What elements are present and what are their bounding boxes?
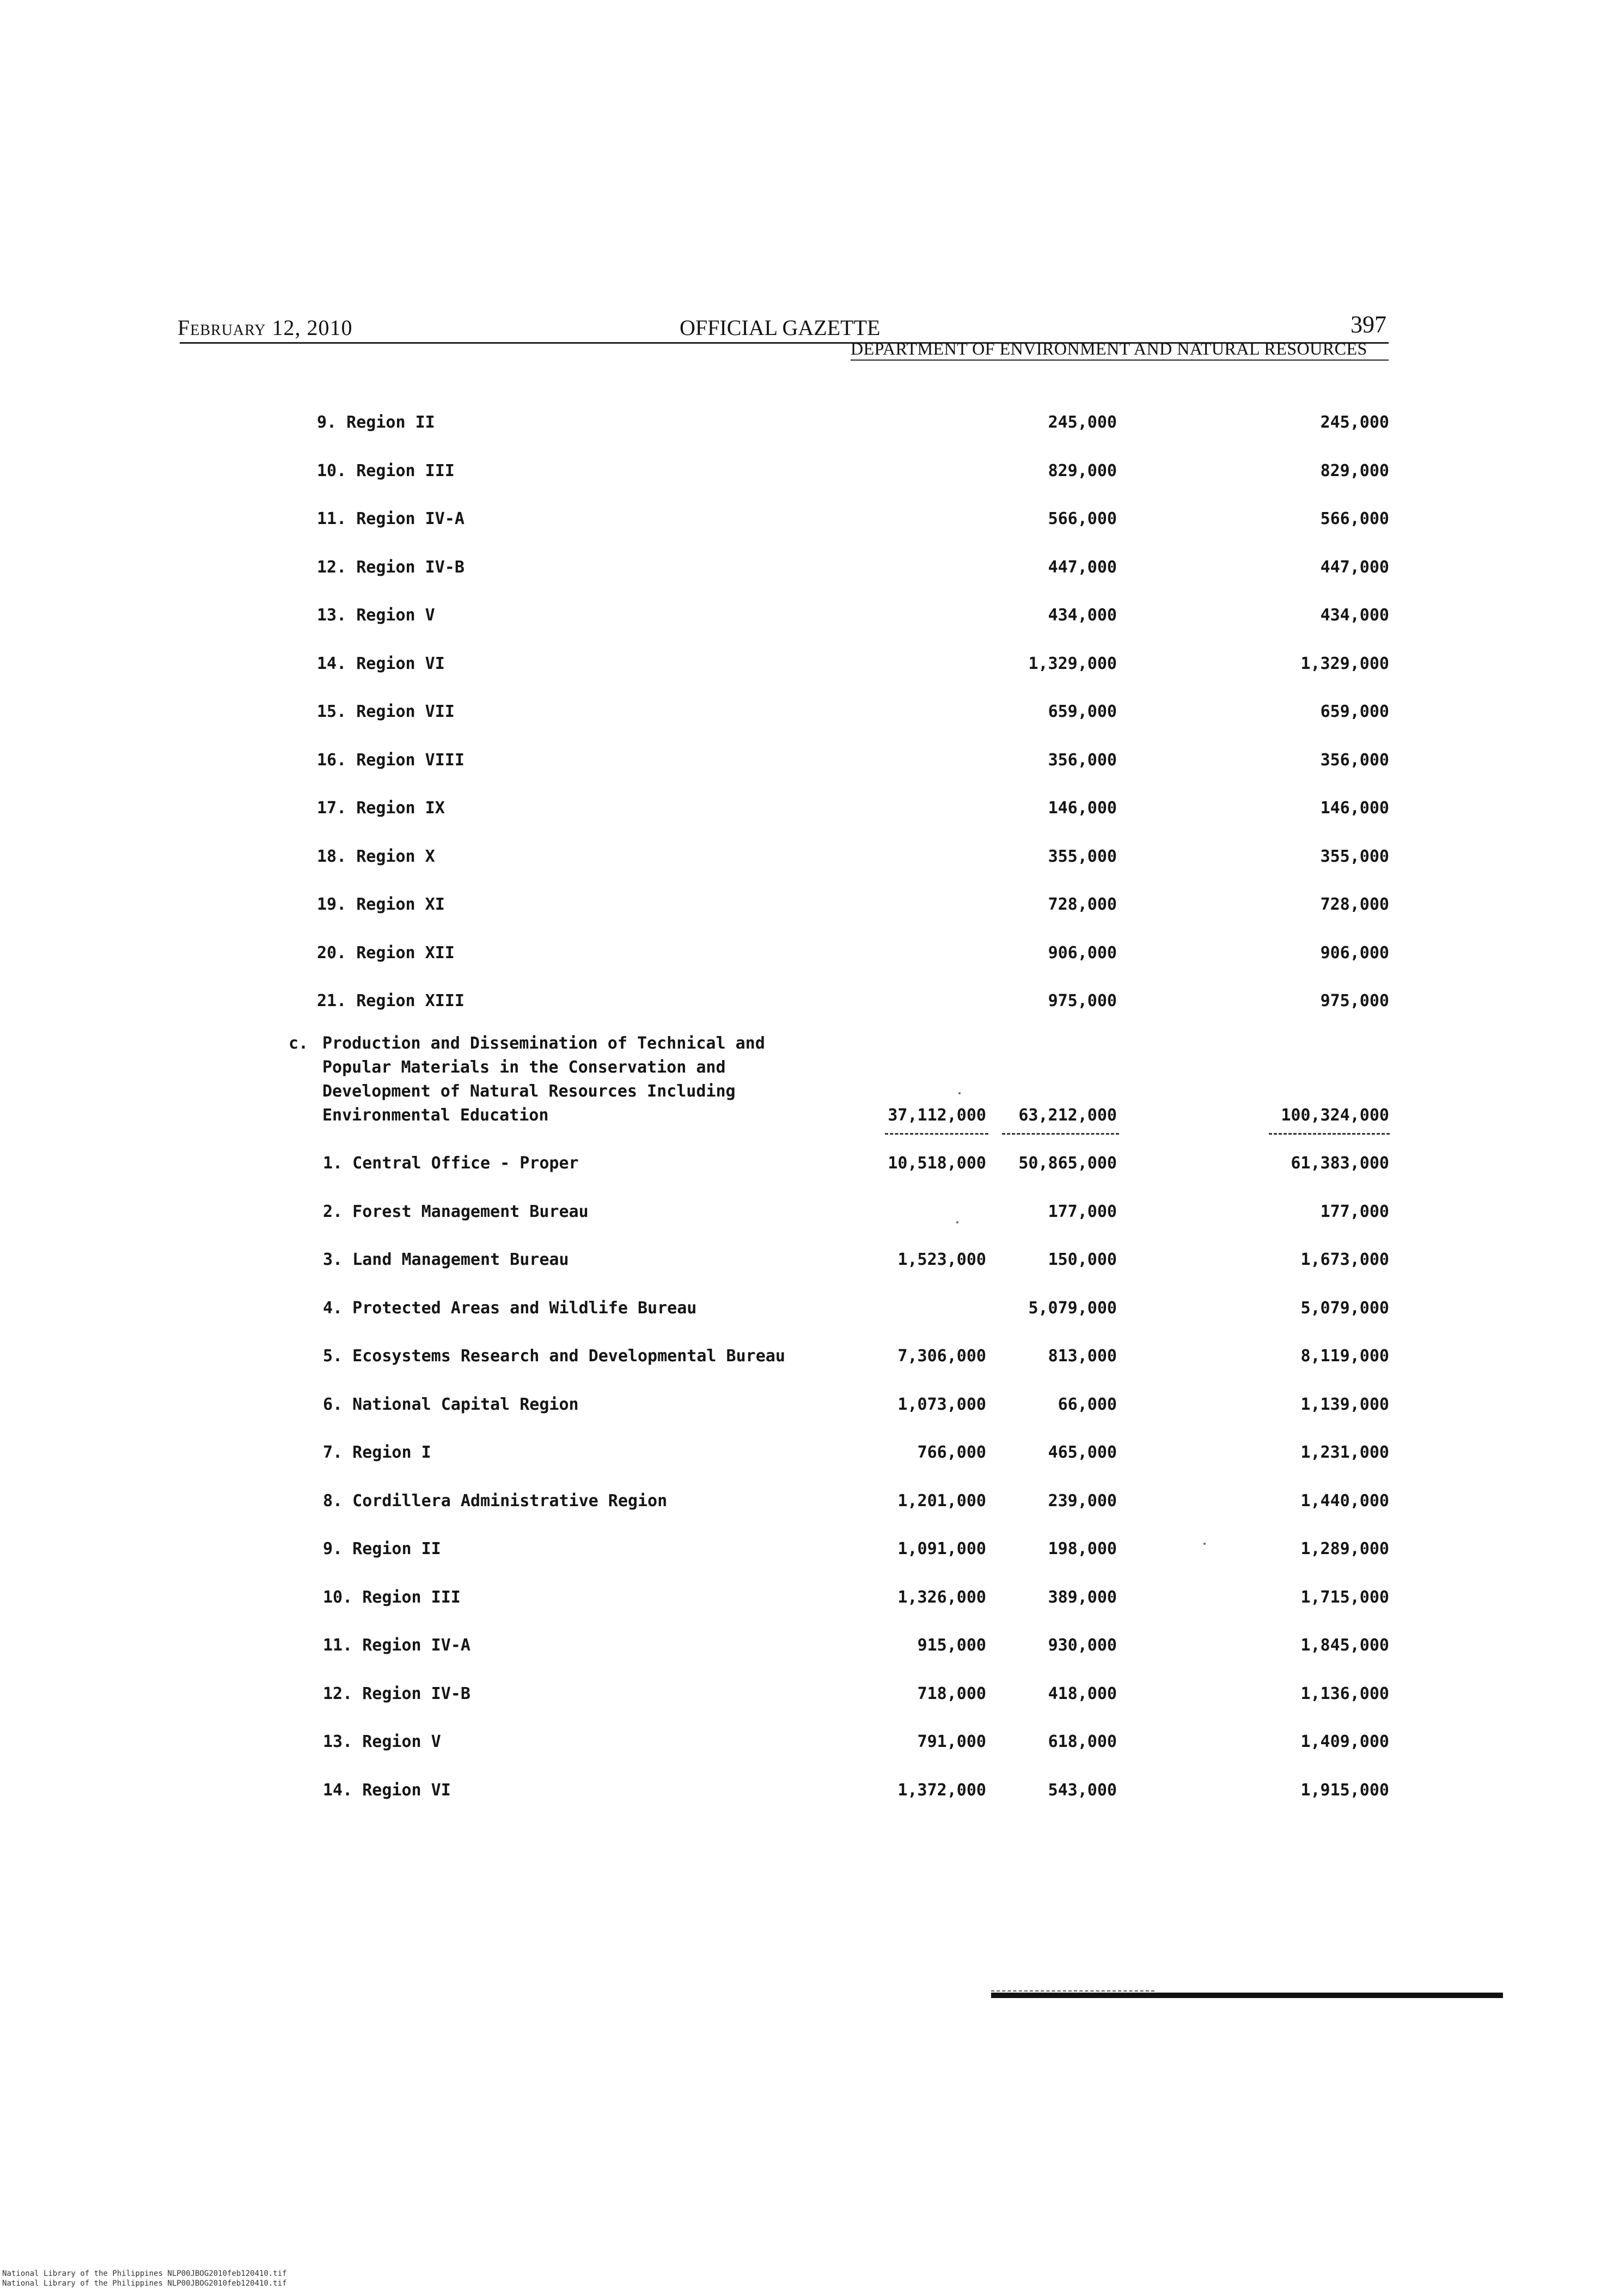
row-total: 1,329,000: [1300, 654, 1389, 673]
row-total: 1,289,000: [1300, 1539, 1389, 1558]
row-label: 12. Region IV-B: [317, 557, 465, 577]
row-col2: 198,000: [1048, 1539, 1117, 1558]
section-title-line: Development of Natural Resources Including: [322, 1082, 736, 1101]
row-col2: 906,000: [1048, 943, 1117, 963]
scan-edge-bar: [991, 1993, 1503, 1998]
row-col2: 245,000: [1048, 413, 1117, 432]
row-label: 11. Region IV-A: [317, 509, 465, 528]
row-label: 2. Forest Management Bureau: [323, 1202, 589, 1221]
row-col2: 177,000: [1048, 1202, 1117, 1221]
row-label: 14. Region VI: [323, 1780, 451, 1800]
row-total: 1,715,000: [1300, 1587, 1389, 1607]
row-total: 447,000: [1320, 557, 1389, 577]
row-col2: 447,000: [1048, 557, 1117, 577]
section-title-line: Environmental Education: [322, 1106, 549, 1125]
row-label: 16. Region VIII: [317, 750, 465, 770]
table-row: [0, 1250, 1607, 1283]
table-row: [0, 751, 1607, 783]
row-label: 9. Region II: [317, 413, 435, 432]
table-row: [0, 991, 1607, 1024]
row-col2: 930,000: [1048, 1636, 1117, 1655]
row-total: 829,000: [1320, 461, 1389, 480]
row-label: 14. Region VI: [317, 654, 445, 673]
table-row: [0, 1491, 1607, 1524]
publication-title: OFFICIAL GAZETTE: [680, 315, 881, 340]
department-rule: [851, 360, 1389, 361]
row-label: 21. Region XIII: [317, 991, 465, 1010]
row-col2: 418,000: [1048, 1684, 1117, 1703]
row-col2: 389,000: [1048, 1587, 1117, 1607]
row-total: 1,139,000: [1300, 1394, 1389, 1414]
row-total: 434,000: [1320, 606, 1389, 625]
row-col2: 829,000: [1048, 461, 1117, 480]
section-c-col2: 63,212,000: [1018, 1106, 1117, 1125]
row-total: 177,000: [1320, 1202, 1389, 1221]
table-row: [0, 847, 1607, 880]
row-label: 4. Protected Areas and Wildlife Bureau: [323, 1298, 697, 1318]
table-row: [0, 702, 1607, 735]
section-title-line: Production and Dissemination of Technical and: [322, 1034, 765, 1053]
table-row: [0, 1347, 1607, 1379]
scan-footer-line: National Library of the Philippines NLP00JBOG2010feb120410.tif: [2, 2269, 287, 2278]
row-total: 566,000: [1320, 509, 1389, 528]
table-row: [0, 1781, 1607, 1813]
row-total: 1,136,000: [1300, 1684, 1389, 1703]
row-total: 1,231,000: [1300, 1443, 1389, 1462]
row-col2: 813,000: [1048, 1347, 1117, 1366]
row-label: 6. National Capital Region: [323, 1394, 579, 1414]
row-total: 728,000: [1320, 895, 1389, 914]
row-col2: 618,000: [1048, 1732, 1117, 1751]
table-row: [0, 1588, 1607, 1621]
row-label: 13. Region V: [323, 1732, 441, 1751]
table-row: [0, 1202, 1607, 1235]
subtotal-dashes: [1002, 1133, 1119, 1135]
subtotal-dashes: [1269, 1133, 1390, 1135]
row-label: 19. Region XI: [317, 895, 445, 914]
row-total: 975,000: [1320, 991, 1389, 1010]
row-col2: 543,000: [1048, 1780, 1117, 1800]
row-label: 18. Region X: [317, 846, 435, 866]
row-col1: 1,091,000: [897, 1539, 986, 1558]
table-row: [0, 1154, 1607, 1186]
row-col1: 1,523,000: [897, 1250, 986, 1269]
row-col1: 1,201,000: [897, 1491, 986, 1511]
page-number: 397: [1351, 311, 1386, 338]
row-total: 1,845,000: [1300, 1636, 1389, 1655]
scan-footer-line: National Library of the Philippines NLP00JBOG2010feb120410.tif: [2, 2279, 287, 2288]
row-col2: 356,000: [1048, 750, 1117, 770]
row-col1: 1,073,000: [897, 1394, 986, 1414]
row-col2: 1,329,000: [1028, 654, 1117, 673]
row-col1: 915,000: [917, 1636, 986, 1655]
table-row: [0, 1684, 1607, 1717]
table-row: [0, 509, 1607, 542]
row-col2: 355,000: [1048, 846, 1117, 866]
table-row: [0, 1443, 1607, 1476]
row-col2: 465,000: [1048, 1443, 1117, 1462]
row-label: 3. Land Management Bureau: [323, 1250, 569, 1269]
row-total: 1,440,000: [1300, 1491, 1389, 1511]
row-total: 906,000: [1320, 943, 1389, 963]
subtotal-dashes: [885, 1133, 988, 1135]
row-col2: 66,000: [1058, 1394, 1117, 1414]
row-col2: 5,079,000: [1028, 1298, 1117, 1318]
row-total: 356,000: [1320, 750, 1389, 770]
row-label: 7. Region I: [323, 1443, 431, 1462]
row-label: 11. Region IV-A: [323, 1636, 471, 1655]
publication-date: February 12, 2010: [178, 315, 353, 340]
scan-speck: [958, 1092, 961, 1094]
row-label: 12. Region IV-B: [323, 1684, 471, 1703]
row-col1: 1,326,000: [897, 1587, 986, 1607]
table-row: [0, 1299, 1607, 1331]
row-total: 1,915,000: [1300, 1780, 1389, 1800]
row-col1: 7,306,000: [897, 1347, 986, 1366]
row-col1: 718,000: [917, 1684, 986, 1703]
row-col2: 239,000: [1048, 1491, 1117, 1511]
row-label: 9. Region II: [323, 1539, 441, 1558]
scan-speck: [956, 1221, 958, 1223]
section-title-line: Popular Materials in the Conservation and: [322, 1058, 726, 1077]
row-label: 10. Region III: [323, 1587, 461, 1607]
table-row: [0, 1636, 1607, 1668]
row-col1: 10,518,000: [888, 1154, 986, 1173]
table-row: [0, 413, 1607, 446]
row-total: 1,673,000: [1300, 1250, 1389, 1269]
row-col2: 975,000: [1048, 991, 1117, 1010]
section-c-col1: 37,112,000: [888, 1106, 986, 1125]
row-label: 20. Region XII: [317, 943, 455, 963]
row-col2: 566,000: [1048, 509, 1117, 528]
row-label: 15. Region VII: [317, 702, 455, 721]
row-total: 8,119,000: [1300, 1347, 1389, 1366]
section-c-total: 100,324,000: [1281, 1106, 1389, 1125]
row-col2: 50,865,000: [1018, 1154, 1117, 1173]
row-label: 1. Central Office - Proper: [323, 1154, 579, 1173]
row-col2: 146,000: [1048, 799, 1117, 818]
table-row: [0, 799, 1607, 831]
row-col1: 791,000: [917, 1732, 986, 1751]
table-row: [0, 461, 1607, 494]
row-col1: 766,000: [917, 1443, 986, 1462]
table-row: [0, 1395, 1607, 1428]
row-label: 13. Region V: [317, 606, 435, 625]
department-heading: DEPARTMENT OF ENVIRONMENT AND NATURAL RESOURCES: [851, 339, 1367, 358]
row-total: 355,000: [1320, 846, 1389, 866]
scan-speck: [1203, 1543, 1206, 1545]
row-col2: 434,000: [1048, 606, 1117, 625]
table-row: [0, 558, 1607, 590]
row-label: 10. Region III: [317, 461, 455, 480]
row-label: 5. Ecosystems Research and Developmental Bureau: [323, 1347, 785, 1366]
row-col1: 1,372,000: [897, 1780, 986, 1800]
table-row: [0, 943, 1607, 976]
row-total: 245,000: [1320, 413, 1389, 432]
row-total: 5,079,000: [1300, 1298, 1389, 1318]
table-row: [0, 654, 1607, 687]
row-total: 146,000: [1320, 799, 1389, 818]
row-label: 17. Region IX: [317, 799, 445, 818]
row-col2: 728,000: [1048, 895, 1117, 914]
row-total: 659,000: [1320, 702, 1389, 721]
table-row: [0, 895, 1607, 928]
row-col2: 150,000: [1048, 1250, 1117, 1269]
table-row: [0, 1732, 1607, 1765]
table-row: [0, 606, 1607, 638]
row-total: 1,409,000: [1300, 1732, 1389, 1751]
table-row: [0, 1539, 1607, 1572]
row-col2: 659,000: [1048, 702, 1117, 721]
row-total: 61,383,000: [1291, 1154, 1389, 1173]
section-letter: c.: [289, 1034, 309, 1053]
row-label: 8. Cordillera Administrative Region: [323, 1491, 668, 1511]
